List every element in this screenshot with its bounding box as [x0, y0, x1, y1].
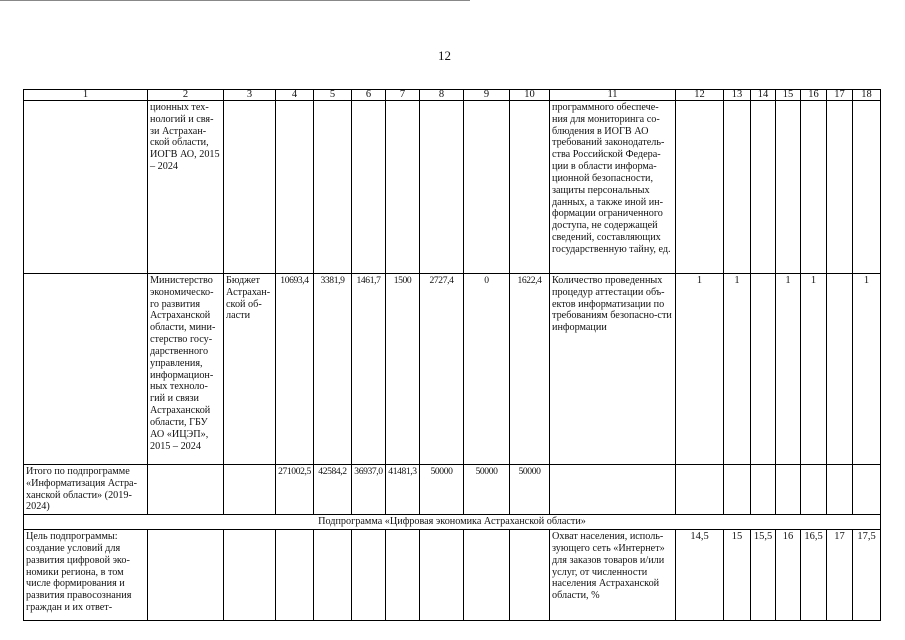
cell-empty — [776, 101, 801, 274]
section-title: Подпрограмма «Цифровая экономика Астраханской области» — [24, 515, 881, 530]
amount-cell: 41481,3 — [386, 465, 420, 515]
cell-empty — [724, 101, 751, 274]
column-number-row — [24, 90, 881, 101]
header-cell: 5 — [314, 90, 352, 101]
cell-empty — [853, 101, 881, 274]
section-row — [24, 515, 881, 530]
header-cell: 2 — [148, 90, 224, 101]
amount-cell: 1622,4 — [510, 274, 550, 465]
page-number: 12 — [438, 48, 451, 63]
cell-empty — [801, 101, 827, 274]
amount-cell: 3381,9 — [314, 274, 352, 465]
cell-empty — [314, 101, 352, 274]
header-cell: 7 — [386, 90, 420, 101]
value-cell — [751, 274, 776, 465]
header-cell: 11 — [550, 90, 676, 101]
amount-cell: 2727,4 — [420, 274, 464, 465]
value-cell: 1 — [724, 274, 751, 465]
header-cell: 17 — [827, 90, 853, 101]
top-rule — [0, 0, 470, 1]
amount-cell: 50000 — [464, 465, 510, 515]
amount-cell: 10693,4 — [276, 274, 314, 465]
cell-empty — [724, 465, 751, 515]
value-cell: 1 — [801, 274, 827, 465]
cell-empty — [386, 530, 420, 621]
cell-empty — [352, 530, 386, 621]
amount-cell: 36937,0 — [352, 465, 386, 515]
table-row — [24, 274, 881, 465]
value-cell: 1 — [676, 274, 724, 465]
cell-empty — [420, 530, 464, 621]
cell-empty — [352, 101, 386, 274]
cell-empty — [751, 101, 776, 274]
value-cell — [827, 274, 853, 465]
cell-empty — [224, 101, 276, 274]
cell-empty — [276, 530, 314, 621]
indicator-cell: Охват населения, исполь-зующего сеть «Интернет» для заказов товаров и/или услуг, от численности населения Астраханской области, % — [550, 530, 676, 621]
cell-empty — [224, 465, 276, 515]
cell-empty — [676, 101, 724, 274]
amount-cell: 1500 — [386, 274, 420, 465]
value-cell: 17 — [827, 530, 853, 621]
cell-empty — [853, 465, 881, 515]
executor-cell: Министерство экономическо-го развития Астраханской области, мини-стерство госу-дарственного управления, информацион-ных техноло-гий и связи Астраханской области, ГБУ АО «ИЦЭП», 2015 – 2024 — [148, 274, 224, 465]
header-cell: 1 — [24, 90, 148, 101]
header-cell: 10 — [510, 90, 550, 101]
cell-empty — [510, 101, 550, 274]
header-cell: 13 — [724, 90, 751, 101]
cell-empty — [550, 465, 676, 515]
value-cell: 16 — [776, 530, 801, 621]
cell-empty — [148, 530, 224, 621]
cell-empty — [464, 101, 510, 274]
cell-empty — [801, 465, 827, 515]
cell-empty — [464, 530, 510, 621]
amount-cell: 50000 — [510, 465, 550, 515]
indicator-cell: Количество проведенных процедур аттестации объ-ектов информатизации по требованиям безопасно-сти информации — [550, 274, 676, 465]
cell-empty — [386, 101, 420, 274]
cell-empty — [276, 101, 314, 274]
funding-source-cell: Бюджет Астрахан-ской об-ласти — [224, 274, 276, 465]
cell-empty — [776, 465, 801, 515]
value-cell: 1 — [853, 274, 881, 465]
header-cell: 3 — [224, 90, 276, 101]
header-cell: 8 — [420, 90, 464, 101]
header-cell: 16 — [801, 90, 827, 101]
goal-cell: Цель подпрограммы: создание условий для развития цифровой эко-номики региона, в том числе формирования и развития правосознания граждан и их ответ- — [24, 530, 148, 621]
amount-cell: 1461,7 — [352, 274, 386, 465]
amount-cell: 0 — [464, 274, 510, 465]
value-cell: 1 — [776, 274, 801, 465]
subtotal-row — [24, 465, 881, 515]
header-cell: 6 — [352, 90, 386, 101]
indicator-cell: программного обеспече-ния для мониторинга со-блюдения в ИОГВ АО требований законодатель-ства Российской Федера-ции в области информа-ционной безопасности, защиты персональных данных, а также иной ин-формации ограниченного доступа, не содержащей сведений, составляющих государственную тайну, ед. — [550, 101, 676, 274]
header-cell: 12 — [676, 90, 724, 101]
header-cell: 14 — [751, 90, 776, 101]
program-table — [23, 89, 881, 621]
amount-cell: 271002,5 — [276, 465, 314, 515]
header-cell: 9 — [464, 90, 510, 101]
cell-empty — [24, 101, 148, 274]
cell-empty — [420, 101, 464, 274]
table-row — [24, 530, 881, 621]
value-cell: 16,5 — [801, 530, 827, 621]
amount-cell: 42584,2 — [314, 465, 352, 515]
value-cell: 14,5 — [676, 530, 724, 621]
executor-cell: ционных тех-нологий и свя-зи Астрахан-ской области, ИОГВ АО, 2015 – 2024 — [148, 101, 224, 274]
cell-empty — [510, 530, 550, 621]
cell-empty — [676, 465, 724, 515]
amount-cell: 50000 — [420, 465, 464, 515]
value-cell: 17,5 — [853, 530, 881, 621]
table-row — [24, 101, 881, 274]
cell-empty — [751, 465, 776, 515]
value-cell: 15,5 — [751, 530, 776, 621]
cell-empty — [827, 465, 853, 515]
cell-empty — [314, 530, 352, 621]
cell-empty — [24, 274, 148, 465]
subtotal-label: Итого по подпрограмме «Информатизация Астра-ханской области» (2019-2024) — [24, 465, 148, 515]
header-cell: 18 — [853, 90, 881, 101]
cell-empty — [224, 530, 276, 621]
cell-empty — [827, 101, 853, 274]
header-cell: 4 — [276, 90, 314, 101]
header-cell: 15 — [776, 90, 801, 101]
value-cell: 15 — [724, 530, 751, 621]
cell-empty — [148, 465, 224, 515]
